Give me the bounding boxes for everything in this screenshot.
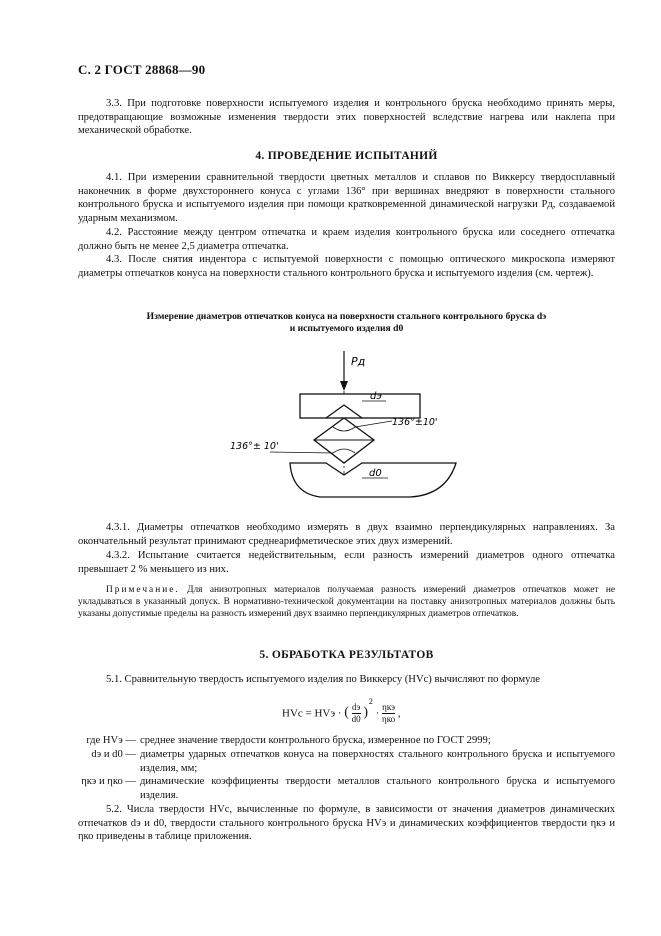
paragraph-5-2: 5.2. Числа твердости HVс, вычисленные по формуле, в зависимости от значения диаметров динамических отпечатков dэ и d0, твердости стального контрольного бруска HVэ и динамических коэффициентов твердости ηкэ и ηко приведены в таблице приложения. — [78, 804, 615, 842]
formula-paren-close: ) — [363, 705, 369, 721]
formula-hv: HVс = HVэ · ( dэ d0 ) $^2$ · ηкэ ηко , — [282, 697, 401, 724]
right-angle-label: 136°±10' — [392, 417, 438, 428]
definition-symbol: где HVэ — — [86, 735, 136, 746]
paragraph-4-1: 4.1. При измерении сравнительной твердости цветных металлов и сплавов по Виккерсу твердосплавный наконечник в форме двухстороннего конуса с углами 136° при вершинах внедряют в поверхности стального контрольного бруска и испытуемого изделия при помощи кратковременной динамической нагрузки Pд, создаваемой ударным механизмом. — [78, 172, 615, 224]
definition-symbol: dэ и d0 — — [91, 749, 136, 760]
note-text: Для анизотропных материалов получаемая разность измерений диаметров отпечатков может не укладываться в указанный допуск. В нормативно-технической документации на поставку анизотропных материалов должны быть указаны допустимые пределы на разность измерений двух взаимно перпендикулярных диаметров отпечатков. — [78, 585, 616, 619]
formula-eta-num: ηкэ — [382, 701, 395, 712]
indentation-drawing — [220, 345, 460, 505]
definition-text: диаметры ударных отпечатков конуса на поверхностях стального контрольного бруска и испытуемого изделия, мм; — [140, 749, 615, 774]
note-block — [78, 584, 615, 620]
note-label: Примечание. — [106, 585, 180, 595]
paragraph-5-1: 5.1. Сравнительную твердость испытуемого изделия по Виккерсу (HVс) вычисляют по формуле — [106, 674, 540, 685]
definition-symbol: ηкэ и ηко — — [81, 776, 136, 787]
formula-dot: · — [375, 707, 380, 720]
paragraph-4-3: 4.3. После снятия индентора с испытуемой поверхности с помощью оптического микроскопа измеряют диаметры отпечатков конуса на поверхности стального контрольного бруска и испытуемого изделия (см. чертеж). — [78, 254, 615, 279]
page-header: С. 2 ГОСТ 28868—90 — [78, 62, 206, 77]
figure-caption-line1: Измерение диаметров отпечатков конуса на поверхности стального контрольного бруска dэ — [146, 311, 547, 322]
formula-fraction-eta — [382, 702, 395, 725]
d0-label: d0 — [369, 468, 382, 479]
formula-power: 2 — [368, 697, 373, 706]
definition-text: среднее значение твердости контрольного бруска, измеренное по ГОСТ 2999; — [140, 735, 491, 746]
paragraph-4-3-2: 4.3.2. Испытание считается недействительным, если разность измерений диаметров одного отпечатка превышает 2 % меньшего из них. — [78, 550, 615, 575]
de-label: dэ — [370, 391, 382, 402]
control-bar — [300, 394, 420, 418]
force-label: Pд — [351, 355, 366, 368]
formula-lhs: HVс = HVэ · — [282, 707, 342, 720]
paragraph-4-2: 4.2. Расстояние между центром отпечатка и краем изделия контрольного бруска или соседнего отпечатка должно быть не менее 2,5 диаметра отпечатка. — [78, 227, 615, 252]
paragraph-3-3: 3.3. При подготовке поверхности испытуемого изделия и контрольного бруска необходимо принять меры, предотвращающие возможные изменения твердости этих поверхностей вследствие нагрева или наклепа при механической обработке. — [78, 98, 615, 136]
figure-caption — [78, 311, 615, 335]
formula-frac-den: d0 — [351, 713, 361, 724]
paragraph-4-3-1: 4.3.1. Диаметры отпечатков необходимо измерять в двух взаимно перпендикулярных направлениях. За окончательный результат принимают среднеарифметическое этих двух измерений. — [78, 522, 615, 547]
formula-eta-den: ηко — [382, 713, 396, 724]
section-5-title: 5. ОБРАБОТКА РЕЗУЛЬТАТОВ — [259, 649, 434, 661]
left-angle-leader — [270, 452, 333, 453]
formula-frac-num: dэ — [351, 701, 361, 712]
section-4-title: 4. ПРОВЕДЕНИЕ ИСПЫТАНИЙ — [255, 150, 438, 162]
figure-caption-line2: и испытуемого изделия d0 — [289, 323, 404, 334]
left-angle-label: 136°± 10' — [230, 441, 279, 452]
formula-paren-open: ( — [344, 705, 349, 721]
definition-text: динамические коэффициенты твердости металлов стального контрольного бруска и испытуемого изделия. — [140, 776, 615, 801]
right-angle-leader — [355, 421, 392, 427]
force-arrow-head — [340, 381, 348, 391]
formula-fraction-d — [352, 702, 361, 725]
